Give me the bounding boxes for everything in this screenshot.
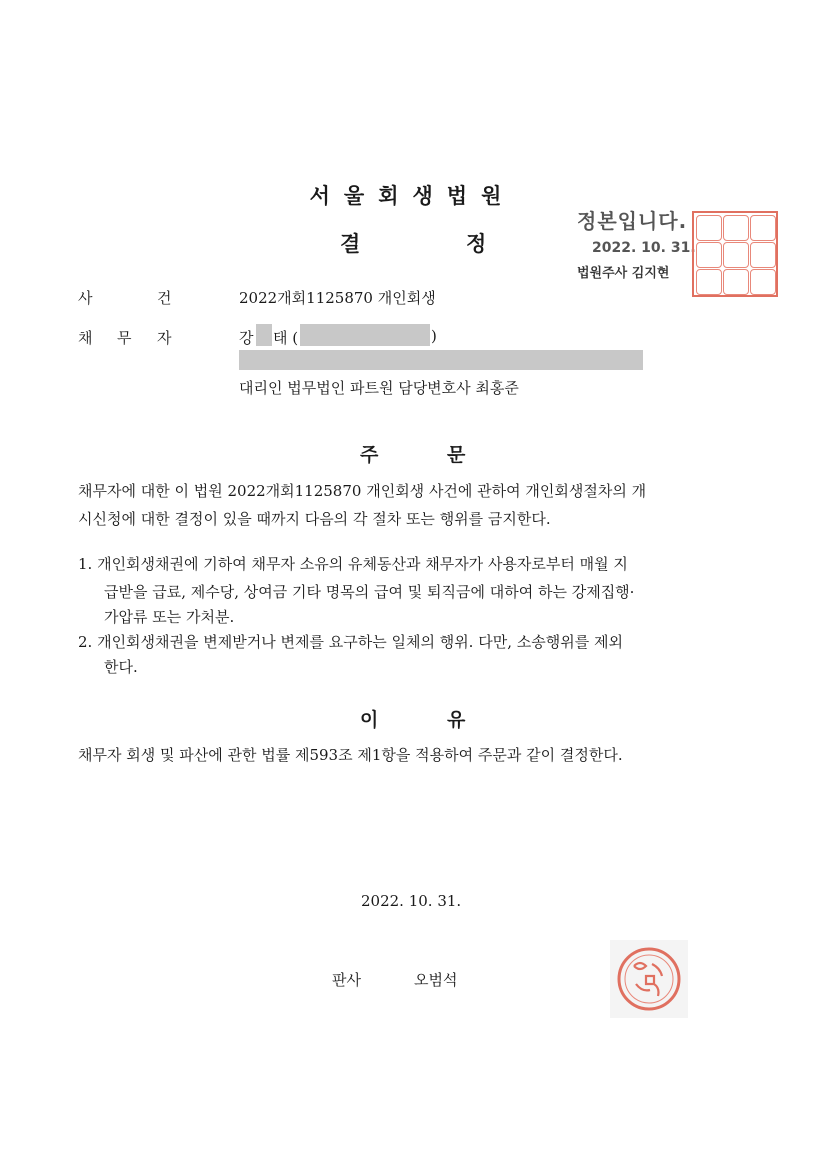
redaction-name [256, 324, 272, 346]
judge-name: 오범석 [414, 971, 458, 989]
order-item-1-line-2: 급받을 급료, 제수당, 상여금 기타 명목의 급여 및 퇴직금에 대하여 하는 강제집행· [104, 583, 635, 601]
debtor-label-char-3: 자 [157, 329, 172, 347]
order-intro-line-1: 채무자에 대한 이 법원 2022개회1125870 개인회생 사건에 관하여 개인회생절차의 개 [78, 482, 647, 500]
decision-date: 2022. 10. 31. [361, 892, 462, 910]
doc-title-right: 정 [466, 231, 487, 256]
debtor-paren-close: ) [431, 327, 437, 345]
judge-title: 판사 [332, 971, 361, 989]
order-heading-left: 주 [360, 444, 379, 466]
order-item-2-line-1: 2. 개인회생채권을 변제받거나 변제를 요구하는 일체의 행위. 다만, 소송행위를 제외 [78, 633, 623, 651]
certified-date: 2022. 10. 31. [592, 240, 696, 256]
doc-title-left: 결 [340, 231, 361, 256]
reason-heading-left: 이 [360, 709, 379, 731]
certified-copy-stamp: 정본입니다. [577, 209, 688, 233]
redaction-id-number [300, 324, 430, 346]
order-item-1-line-1: 1. 개인회생채권에 기하여 채무자 소유의 유체동산과 채무자가 사용자로부터 매월 지 [78, 555, 628, 573]
court-seal-icon [692, 211, 778, 297]
court-name: 서울회생법원 [309, 183, 516, 208]
certified-clerk: 법원주사 김지현 [577, 266, 670, 281]
case-label-char-2: 건 [157, 289, 172, 307]
debtor-label-char-2: 무 [117, 329, 132, 347]
case-number: 2022개회1125870 개인회생 [239, 289, 436, 307]
reason-text: 채무자 회생 및 파산에 관한 법률 제593조 제1항을 적용하여 주문과 같이 결정한다. [78, 746, 623, 764]
debtor-name-last: 태 ( [273, 329, 299, 347]
reason-heading-right: 유 [447, 709, 466, 731]
order-intro-line-2: 시신청에 대한 결정이 있을 때까지 다음의 각 절차 또는 행위를 금지한다. [78, 510, 551, 528]
redaction-address [239, 350, 643, 370]
judge-seal-icon [610, 940, 688, 1018]
debtor-label-char-1: 채 [78, 329, 93, 347]
case-label-char-1: 사 [78, 289, 93, 307]
order-item-2-line-2: 한다. [104, 658, 138, 676]
debtor-name-first: 강 [239, 329, 254, 347]
order-heading-right: 문 [447, 444, 466, 466]
order-item-1-line-3: 가압류 또는 가처분. [104, 608, 235, 626]
debtor-agent: 대리인 법무법인 파트원 담당변호사 최홍준 [239, 379, 519, 397]
